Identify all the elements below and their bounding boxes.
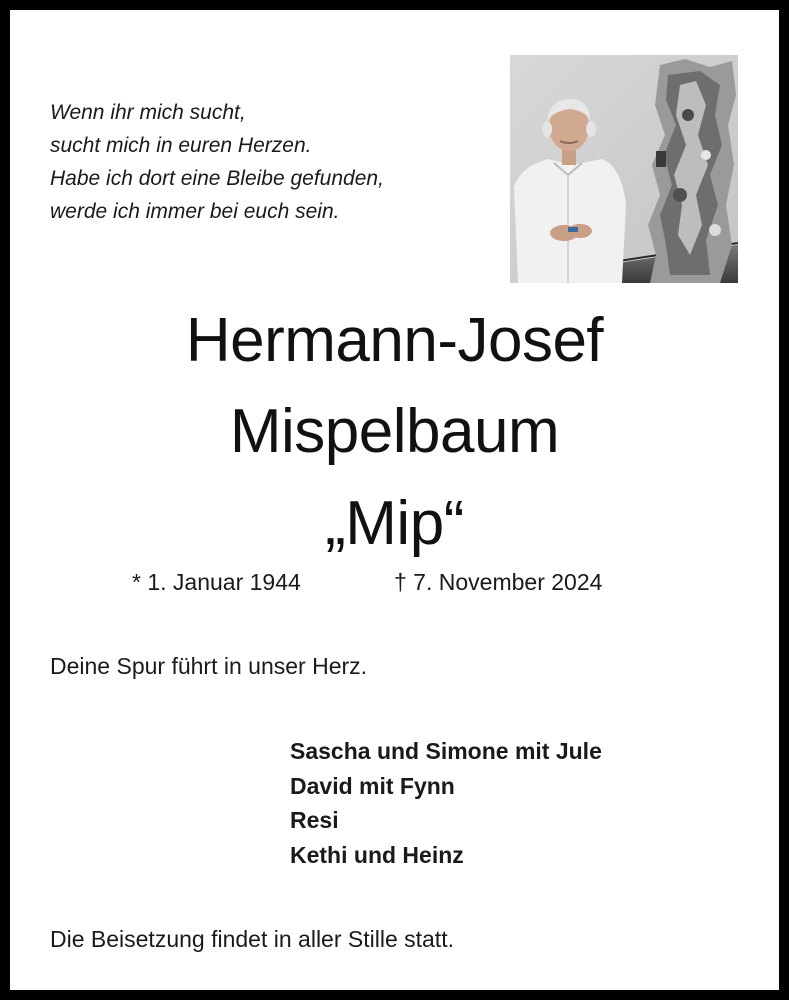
deceased-name-line1: Hermann-Josef	[185, 306, 604, 375]
poem-line: Wenn ihr mich sucht,	[50, 101, 246, 124]
mourner-entry: David mit Fynn	[290, 772, 455, 799]
deceased-nickname: „Mip“	[325, 489, 464, 558]
birth-date: * 1. Januar 1944	[132, 569, 301, 595]
mourner-entry: Resi	[290, 807, 339, 833]
burial-note: Die Beisetzung findet in aller Stille statt.	[50, 926, 454, 952]
mourner-entry: Kethi und Heinz	[290, 841, 464, 868]
memorial-poem	[50, 96, 384, 228]
mourner-entry: Sascha und Simone mit Jule	[290, 738, 602, 764]
portrait-photo	[510, 55, 738, 283]
poem-line: sucht mich in euren Herzen.	[50, 134, 312, 157]
portrait-illustration	[510, 55, 738, 283]
death-date: † 7. November 2024	[394, 569, 603, 595]
tagline: Deine Spur führt in unser Herz.	[50, 653, 368, 679]
poem-line: Habe ich dort eine Bleibe gefunden,	[50, 167, 384, 190]
deceased-name-line2: Mispelbaum	[229, 397, 560, 466]
mourners-list	[290, 734, 602, 872]
poem-line: werde ich immer bei euch sein.	[50, 200, 340, 223]
